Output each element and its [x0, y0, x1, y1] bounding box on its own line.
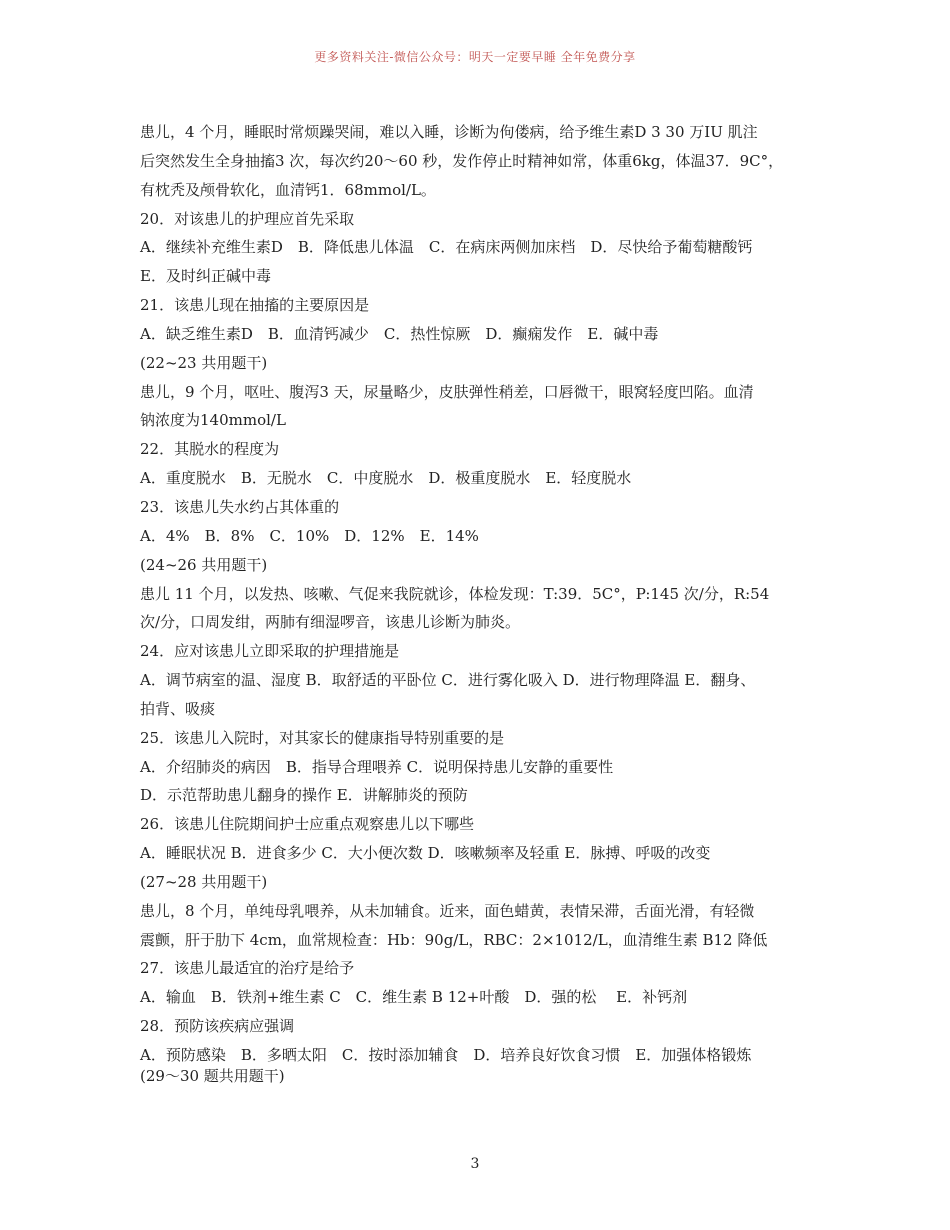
text-line: A．重度脱水 B．无脱水 C．中度脱水 D．极重度脱水 E．轻度脱水: [140, 469, 632, 488]
text-line: A．调节病室的温、湿度 B．取舒适的平卧位 C．进行雾化吸入 D．进行物理降温 E．翻身、: [140, 671, 756, 690]
text-line: A．缺乏维生素D B．血清钙减少 C．热性惊厥 D．癫痫发作 E．碱中毒: [140, 324, 659, 343]
text-line: A．输血 B．铁剂+维生素 C C．维生素 B 12+叶酸 D．强的松 E．补钙剂: [140, 988, 688, 1007]
text-line: 22．其脱水的程度为: [140, 440, 280, 459]
text-line: A．介绍肺炎的病因 B．指导合理喂养 C．说明保持患儿安静的重要性: [140, 757, 614, 776]
text-line: (24~26 共用题干): [140, 555, 268, 574]
text-line: 钠浓度为140mmol/L: [140, 411, 286, 430]
text-line: 有枕秃及颅骨软化，血清钙1．68mmol/L。: [140, 180, 436, 199]
text-line: 拍背、吸痰: [140, 699, 216, 718]
text-line: A．继续补充维生素D B．降低患儿体温 C．在病床两侧加床档 D．尽快给予葡萄糖酸钙: [140, 238, 753, 257]
text-line: A．预防感染 B．多晒太阳 C．按时添加辅食 D．培养良好饮食习惯 E．加强体格锻炼: [140, 1046, 752, 1064]
text-line: 25．该患儿入院时，对其家长的健康指导特别重要的是: [140, 728, 505, 747]
text-line: 患儿，8 个月，单纯母乳喂养，从未加辅食。近来，面色蜡黄，表情呆滞，舌面光滑，有轻微: [140, 901, 755, 920]
text-line: 患儿，9 个月，呕吐、腹泻3 天，尿量略少，皮肤弹性稍差，口唇微干，眼窝轻度凹陷。血清: [140, 382, 754, 401]
text-line: (29～30 题共用题干): [140, 1066, 285, 1085]
text-line: 20．对该患儿的护理应首先采取: [140, 209, 355, 228]
document-body: [140, 118, 820, 1086]
text-line: 次/分，口周发绀，两肺有细湿啰音，该患儿诊断为肺炎。: [140, 613, 521, 632]
text-line: D．示范帮助患儿翻身的操作 E．讲解肺炎的预防: [140, 786, 468, 805]
text-line: A．睡眠状况 B．进食多少 C．大小便次数 D．咳嗽频率及轻重 E．脉搏、呼吸的改变: [140, 844, 711, 863]
text-line: A．4% B．8% C．10% D．12% E．14%: [140, 526, 479, 545]
text-line: (27~28 共用题干): [140, 872, 268, 891]
page-header-promo: 更多资料关注-微信公众号：明天一定要早睡 全年免费分享: [314, 50, 636, 64]
text-line: 28．预防该疾病应强调: [140, 1017, 295, 1036]
text-line: 26．该患儿住院期间护士应重点观察患儿以下哪些: [140, 815, 475, 834]
text-line: 21．该患儿现在抽搐的主要原因是: [140, 296, 370, 315]
text-line: 震颤，肝于肋下 4cm，血常规检查：Hb：90g/L，RBC：2×1012/L，血清维生素 B12 降低: [140, 930, 768, 949]
text-line: 患儿，4 个月，睡眠时常烦躁哭闹，难以入睡，诊断为佝偻病，给予维生素D 3 30 万IU 肌注: [140, 123, 758, 141]
text-line: 患儿 11 个月，以发热、咳嗽、气促来我院就诊，体检发现：T:39．5C°，P:145 次/分，R:54: [140, 584, 770, 603]
text-line: 27．该患儿最适宜的治疗是给予: [140, 959, 355, 978]
text-line: 23．该患儿失水约占其体重的: [140, 497, 340, 516]
text-line: E．及时纠正碱中毒: [140, 267, 271, 286]
text-line: (22~23 共用题干): [140, 353, 268, 372]
text-line: 后突然发生全身抽搐3 次，每次约20～60 秒，发作停止时精神如常，体重6kg，体温37．9C°，: [140, 151, 784, 170]
text-line: 24．应对该患儿立即采取的护理措施是: [140, 642, 400, 661]
page-number: 3: [470, 1156, 480, 1172]
